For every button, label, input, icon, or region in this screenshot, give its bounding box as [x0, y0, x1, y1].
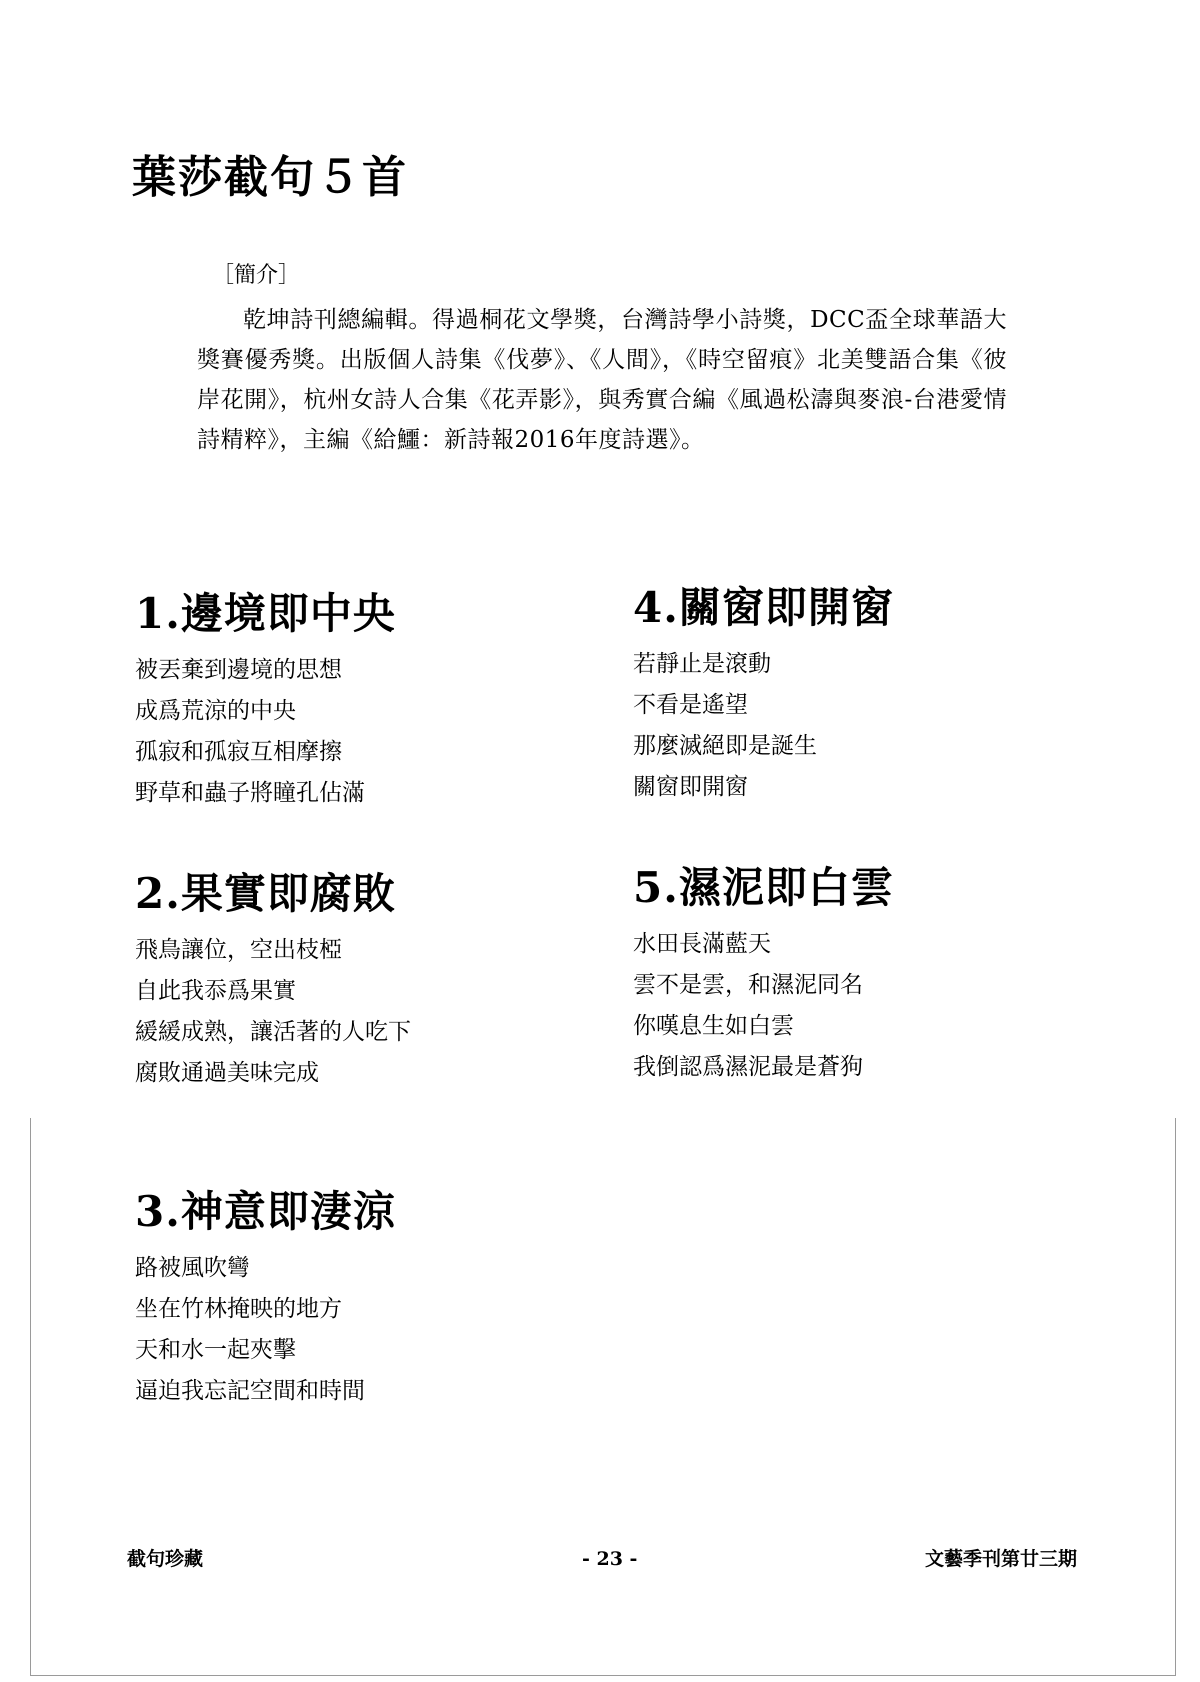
poem-line: 緩緩成熟，讓活著的人吃下 [135, 1019, 411, 1045]
poem-lines [633, 644, 1093, 808]
intro-heading: ［簡介］ [212, 263, 301, 288]
footer-section-name: 截句珍藏 [127, 1548, 204, 1570]
poem-line: 自此我忝爲果實 [135, 978, 296, 1004]
poem-title: 2.果實即腐敗 [135, 869, 396, 918]
poem-4 [633, 580, 1093, 808]
poem-line: 被丟棄到邊境的思想 [135, 657, 342, 683]
poem-title: 1.邊境即中央 [135, 589, 396, 638]
poem-2 [135, 866, 595, 1094]
footer-page-number: - 23 - [582, 1548, 638, 1570]
intro-body: 乾坤詩刊總編輯。得過桐花文學獎，台灣詩學小詩獎，DCC盃全球華語大獎賽優秀獎。出版個人詩集《伐夢》、《人間》，《時空留痕》北美雙語合集《彼岸花開》，杭州女詩人合集《花弄影》，與秀實合編《風過松濤與麥浪-台港愛情詩精粹》，主編《給鱷：新詩報2016年度詩選》。 [197, 307, 1007, 453]
poem-line: 不看是遙望 [633, 692, 748, 718]
poem-line: 坐在竹林掩映的地方 [135, 1296, 342, 1322]
poem-lines [135, 650, 595, 814]
poem-5 [633, 860, 1093, 1088]
poem-line: 飛鳥讓位，空出枝椏 [135, 937, 342, 963]
poem-line: 天和水一起夾擊 [135, 1337, 296, 1363]
page-title: 葉莎截句５首 [132, 152, 408, 203]
poem-title: 5.濕泥即白雲 [633, 863, 894, 912]
poem-line: 我倒認爲濕泥最是蒼狗 [633, 1054, 863, 1080]
poem-line: 成爲荒涼的中央 [135, 698, 296, 724]
poem-line: 雲不是雲，和濕泥同名 [633, 972, 863, 998]
poem-3 [135, 1184, 595, 1412]
poem-line: 逼迫我忘記空間和時間 [135, 1378, 365, 1404]
poem-line: 孤寂和孤寂互相摩擦 [135, 739, 342, 765]
poem-line: 腐敗通過美味完成 [135, 1060, 319, 1086]
poem-line: 野草和蟲子將瞳孔佔滿 [135, 780, 365, 806]
poem-lines [135, 1248, 595, 1412]
poem-line: 你嘆息生如白雲 [633, 1013, 794, 1039]
poem-line: 水田長滿藍天 [633, 931, 771, 957]
poem-line: 路被風吹彎 [135, 1255, 250, 1281]
poem-line: 若靜止是滾動 [633, 651, 771, 677]
poem-line: 關窗即開窗 [633, 774, 748, 800]
poem-title: 3.神意即淒涼 [135, 1187, 396, 1236]
poem-lines [135, 930, 595, 1094]
poem-line: 那麼滅絕即是誕生 [633, 733, 817, 759]
footer-publication-issue: 文藝季刊第廿三期 [925, 1548, 1078, 1570]
poem-1 [135, 586, 595, 814]
poem-title: 4.關窗即開窗 [633, 583, 894, 632]
poem-lines [633, 924, 1093, 1088]
